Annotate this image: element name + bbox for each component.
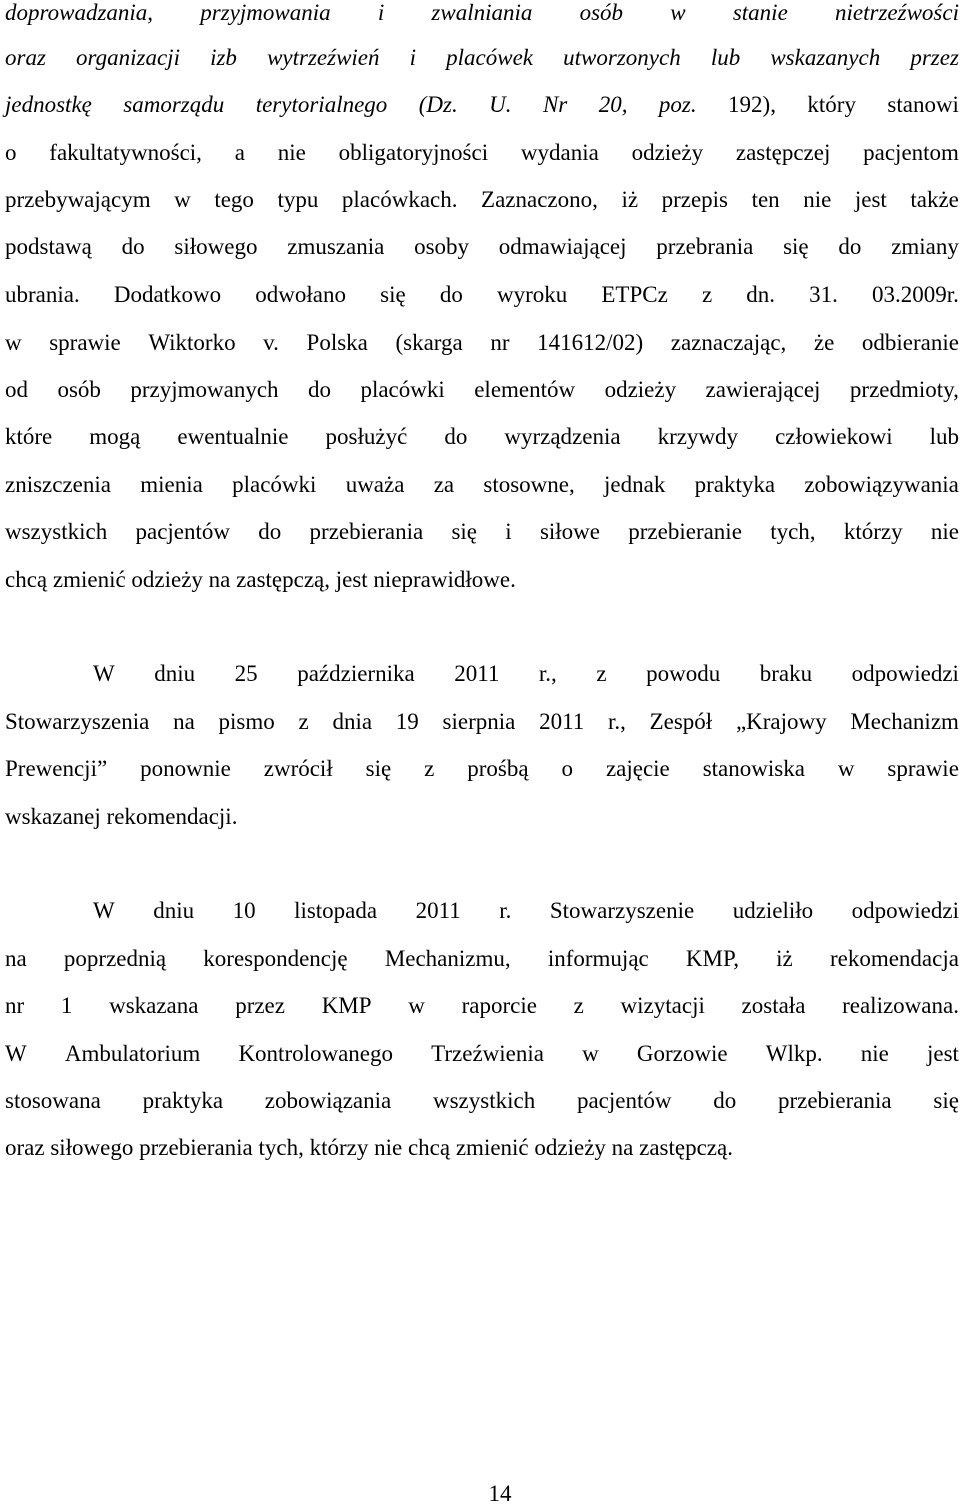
word: placówek <box>446 45 534 70</box>
word: wskazana <box>109 993 199 1018</box>
word: przepis <box>661 187 729 212</box>
word: zniszczenia <box>5 472 111 497</box>
word: o <box>561 756 574 781</box>
word: uważa <box>345 472 405 497</box>
word: do <box>121 234 145 259</box>
word: człowiekowi <box>775 424 893 449</box>
word: Polska <box>306 330 368 355</box>
word: pacjentów <box>135 519 230 544</box>
word: placówki <box>360 377 445 402</box>
word: odmawiającej <box>498 234 627 259</box>
word: KMP <box>321 993 372 1018</box>
text-line <box>5 278 959 312</box>
word: prośbą <box>467 756 529 781</box>
word: Mechanizm <box>850 709 959 734</box>
word: siłowe <box>539 519 600 544</box>
word: nie <box>930 519 959 544</box>
word: nie <box>860 1041 889 1066</box>
word: ewentualnie <box>177 424 289 449</box>
word: lub <box>929 424 959 449</box>
word: jest <box>854 187 887 212</box>
word: r., <box>607 709 626 734</box>
word: do <box>444 424 468 449</box>
word: 1 <box>60 993 73 1018</box>
word: przyjmowania <box>200 0 331 25</box>
text-line <box>5 420 959 454</box>
word: Zespół <box>649 709 713 734</box>
word: mienia <box>140 472 203 497</box>
word: fakultatywności, <box>49 140 202 165</box>
word: Prewencji” <box>5 756 108 781</box>
word: 31. <box>809 282 838 307</box>
word: nr <box>490 330 510 355</box>
word: zajęcie <box>605 756 670 781</box>
page-number: 14 <box>488 1481 512 1506</box>
word: odzieży <box>631 140 704 165</box>
word: w <box>670 0 686 25</box>
word: krzywdy <box>657 424 739 449</box>
word: się <box>933 1088 959 1113</box>
word: odzieży <box>604 377 677 402</box>
word: braku <box>759 661 813 686</box>
text-line: wskazanej rekomendacji. <box>5 804 238 829</box>
word: wszystkich <box>432 1088 536 1113</box>
word: zwalniania <box>431 0 533 25</box>
word: odbieranie <box>861 330 959 355</box>
word: W <box>5 1041 27 1066</box>
word: poz. <box>658 92 697 117</box>
text-line <box>5 942 959 976</box>
word: do <box>308 377 331 402</box>
word: 20, <box>598 92 628 117</box>
word: wszystkich <box>5 519 108 544</box>
word: którzy <box>843 519 903 544</box>
word: powodu <box>646 661 721 686</box>
word: Gorzowie <box>636 1041 728 1066</box>
word: w <box>5 330 22 355</box>
word: pacjentów <box>576 1088 672 1113</box>
word: które <box>5 424 53 449</box>
word: U. <box>489 92 512 117</box>
word: dniu <box>153 898 195 923</box>
word: wydania <box>520 140 599 165</box>
word: przebieranie <box>628 519 742 544</box>
word: jest <box>926 1041 959 1066</box>
word: w <box>408 993 425 1018</box>
word: Trzeźwienia <box>431 1041 544 1066</box>
word: r. <box>499 898 512 923</box>
word: 2011 <box>454 661 500 686</box>
text-line <box>93 894 959 928</box>
word: placówki <box>232 472 317 497</box>
word: wytrzeźwień <box>267 45 380 70</box>
word: przedmioty, <box>849 377 959 402</box>
word: który <box>807 92 856 117</box>
word: się <box>365 756 392 781</box>
word: przebrania <box>656 234 754 259</box>
word: „Krajowy <box>735 709 827 734</box>
word: za <box>433 472 455 497</box>
word: terytorialnego <box>255 92 388 117</box>
word: posłużyć <box>325 424 408 449</box>
text-line <box>5 1037 959 1071</box>
word: do <box>838 234 862 259</box>
word: przez <box>235 993 285 1018</box>
word: jednak <box>604 472 666 497</box>
word: dn. <box>746 282 776 307</box>
text-line <box>5 183 959 217</box>
word: typu <box>277 187 319 212</box>
word: lub <box>710 45 741 70</box>
word: Wlkp. <box>765 1041 823 1066</box>
word: z <box>573 993 584 1018</box>
text-line: chcą zmienić odzieży na zastępczą, jest nieprawidłowe. <box>5 567 516 592</box>
word: z <box>701 282 713 307</box>
word: elementów <box>474 377 576 402</box>
text-line <box>5 0 959 30</box>
word: wyrządzenia <box>504 424 621 449</box>
word: do <box>258 519 282 544</box>
word: doprowadzania, <box>5 0 154 25</box>
word: 2011 <box>539 709 585 734</box>
document-page <box>5 0 959 1511</box>
word: Mechanizmu, <box>384 946 511 971</box>
text-line <box>5 705 959 739</box>
text-line <box>5 989 959 1023</box>
text-line <box>5 230 959 264</box>
word: zaznaczając, <box>670 330 787 355</box>
word: stanie <box>732 0 788 25</box>
word: iż <box>776 946 793 971</box>
word: odwołano <box>255 282 347 307</box>
word: poprzednią <box>63 946 167 971</box>
text-line <box>5 752 959 786</box>
word: Kontrolowanego <box>238 1041 394 1066</box>
text-line <box>93 657 959 691</box>
word: się <box>380 282 406 307</box>
text-line <box>5 515 959 549</box>
word: od <box>5 377 28 402</box>
word: 141612/02) <box>537 330 644 355</box>
text-line: oraz siłowego przebierania tych, którzy nie chcą zmienić odzieży na zastępczą. <box>5 1135 733 1160</box>
word: siłowego <box>174 234 258 259</box>
word: r., <box>538 661 557 686</box>
text-line <box>5 326 959 360</box>
word: stosowne, <box>483 472 575 497</box>
word: i <box>377 0 385 25</box>
word: dniu <box>154 661 196 686</box>
word: osób <box>57 377 101 402</box>
word: także <box>910 187 959 212</box>
word: Wiktorko <box>148 330 236 355</box>
word: do <box>713 1088 737 1113</box>
word: że <box>813 330 835 355</box>
text-line <box>5 41 959 75</box>
word: v. <box>263 330 279 355</box>
word: samorządu <box>123 92 225 117</box>
word: 19 <box>395 709 419 734</box>
word: rekomendacja <box>829 946 959 971</box>
text-line <box>5 1084 959 1118</box>
word: Stowarzyszenie <box>549 898 695 923</box>
word: 192), <box>728 92 776 117</box>
text-line <box>5 373 959 407</box>
word: Zaznaczono, <box>481 187 598 212</box>
word: Dodatkowo <box>113 282 222 307</box>
word: października <box>297 661 415 686</box>
text-line <box>5 468 959 502</box>
word: Nr <box>542 92 568 117</box>
word: zawierającej <box>705 377 821 402</box>
word: na <box>173 709 195 734</box>
word: ponownie <box>140 756 231 781</box>
word: osób <box>579 0 624 25</box>
word: realizowana. <box>842 993 959 1018</box>
text-line <box>5 88 959 122</box>
word: przyjmowanych <box>130 377 279 402</box>
word: listopada <box>294 898 378 923</box>
word: sprawie <box>887 756 959 781</box>
word: zobowiązywania <box>804 472 959 497</box>
word: tego <box>214 187 254 212</box>
word: ETPCz <box>601 282 668 307</box>
word: 2011 <box>415 898 461 923</box>
word: mogą <box>89 424 141 449</box>
word: nietrzeźwości <box>835 0 959 25</box>
word: wizytacji <box>620 993 705 1018</box>
word: z <box>424 756 435 781</box>
word: dnia <box>332 709 373 734</box>
word: W <box>93 898 115 923</box>
word: osoby <box>414 234 470 259</box>
word: odpowiedzi <box>851 661 959 686</box>
word: jednostkę <box>5 92 92 117</box>
word: udzieliło <box>732 898 814 923</box>
word: zastępczej <box>735 140 831 165</box>
word: sprawie <box>49 330 121 355</box>
word: i <box>409 45 417 70</box>
word: o <box>5 140 17 165</box>
word: iż <box>621 187 639 212</box>
word: 03.2009r. <box>872 282 959 307</box>
word: KMP, <box>685 946 739 971</box>
word: sierpnia <box>442 709 516 734</box>
word: przebierania <box>309 519 424 544</box>
word: praktyka <box>694 472 776 497</box>
word: podstawą <box>5 234 92 259</box>
word: raporcie <box>461 993 537 1018</box>
word: nie <box>277 140 306 165</box>
word: placówkach. <box>341 187 458 212</box>
word: izb <box>210 45 237 70</box>
word: nr <box>5 993 25 1018</box>
word: przebierania <box>777 1088 892 1113</box>
word: przez <box>910 45 959 70</box>
word: 25 <box>234 661 258 686</box>
word: stanowi <box>887 92 959 117</box>
word: praktyka <box>142 1088 224 1113</box>
word: ubrania. <box>5 282 80 307</box>
word: tych, <box>770 519 816 544</box>
word: z <box>298 709 309 734</box>
word: została <box>741 993 806 1018</box>
word: do <box>439 282 463 307</box>
text-line <box>5 136 959 170</box>
word: 10 <box>232 898 256 923</box>
word: organizacji <box>76 45 180 70</box>
word: i <box>505 519 512 544</box>
word: pacjentom <box>863 140 959 165</box>
word: W <box>93 661 115 686</box>
word: przebywającym <box>5 187 151 212</box>
word: w <box>582 1041 599 1066</box>
word: na <box>5 946 27 971</box>
word: wyroku <box>496 282 568 307</box>
word: korespondencję <box>203 946 348 971</box>
word: Ambulatorium <box>64 1041 201 1066</box>
word: pismo <box>218 709 275 734</box>
word: odpowiedzi <box>851 898 959 923</box>
word: zobowiązania <box>264 1088 392 1113</box>
word: zwrócił <box>263 756 333 781</box>
word: stosowana <box>5 1088 101 1113</box>
word: ten <box>751 187 780 212</box>
word: zmiany <box>891 234 959 259</box>
word: w <box>174 187 191 212</box>
word: (skarga <box>395 330 463 355</box>
word: nie <box>803 187 832 212</box>
word: się <box>451 519 478 544</box>
word: oraz <box>5 45 46 70</box>
word: Stowarzyszenia <box>5 709 150 734</box>
word: (Dz. <box>418 92 458 117</box>
word: obligatoryjności <box>338 140 489 165</box>
word: się <box>783 234 809 259</box>
word: stanowiska <box>702 756 805 781</box>
word: w <box>837 756 855 781</box>
word: wskazanych <box>770 45 881 70</box>
word: z <box>596 661 607 686</box>
word: a <box>234 140 245 165</box>
word: utworzonych <box>563 45 681 70</box>
word: zmuszania <box>287 234 385 259</box>
word: informując <box>547 946 649 971</box>
